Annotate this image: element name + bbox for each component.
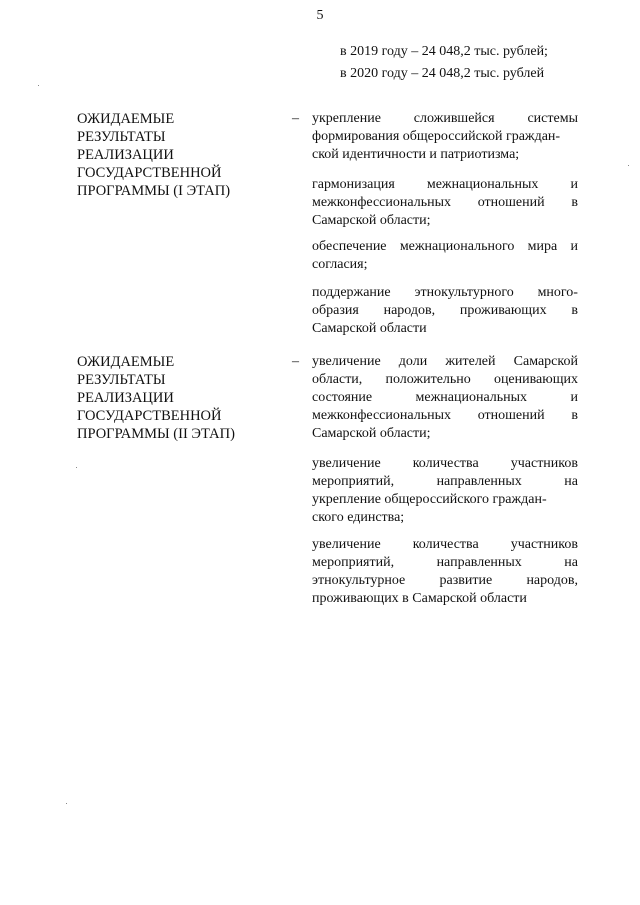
result-paragraph bbox=[312, 284, 578, 338]
section-title-line: РЕЗУЛЬТАТЫ bbox=[77, 372, 166, 388]
text-line: увеличение количества участников bbox=[312, 537, 578, 552]
text-line: укрепление сложившейся системы bbox=[312, 111, 578, 126]
text-line: межконфессиональных отношений в bbox=[312, 408, 578, 423]
text-line: гармонизация межнациональных и bbox=[312, 177, 578, 192]
section-title-line: ГОСУДАРСТВЕННОЙ bbox=[77, 408, 222, 424]
text-line: Самарской области bbox=[312, 321, 427, 336]
section-title-line: РЕЗУЛЬТАТЫ bbox=[77, 129, 166, 145]
text-line: области, положительно оценивающих bbox=[312, 372, 578, 387]
section-title-line: ОЖИДАЕМЫЕ bbox=[77, 354, 175, 370]
section-title-line: РЕАЛИЗАЦИИ bbox=[77, 147, 174, 163]
section-title-stage-2 bbox=[77, 353, 277, 443]
text-line: ского единства; bbox=[312, 510, 405, 525]
text-line: формирования общероссийской граждан- bbox=[312, 129, 561, 144]
result-paragraph bbox=[312, 238, 578, 274]
section-title-line: ОЖИДАЕМЫЕ bbox=[77, 111, 175, 127]
scan-speck bbox=[628, 165, 629, 166]
text-line: проживающих в Самарской области bbox=[312, 591, 527, 606]
section-title-line: ПРОГРАММЫ (I ЭТАП) bbox=[77, 183, 231, 199]
section-title-stage-1 bbox=[77, 110, 277, 200]
text-line: увеличение доли жителей Самарской bbox=[312, 354, 578, 369]
text-line: состояние межнациональных и bbox=[312, 390, 578, 405]
text-line: Самарской области; bbox=[312, 426, 431, 441]
text-line: образия народов, проживающих в bbox=[312, 303, 578, 318]
text-line: Самарской области; bbox=[312, 213, 431, 228]
text-line: этнокультурное развитие народов, bbox=[312, 573, 578, 588]
text-line: мероприятий, направленных на bbox=[312, 555, 578, 570]
scan-speck bbox=[66, 803, 67, 804]
result-paragraph bbox=[312, 176, 578, 230]
section-title-line: ГОСУДАРСТВЕННОЙ bbox=[77, 165, 222, 181]
dash-stage-2: – bbox=[292, 354, 299, 369]
scan-speck bbox=[76, 467, 77, 468]
section-title-line: РЕАЛИЗАЦИИ bbox=[77, 390, 174, 406]
result-paragraph bbox=[312, 110, 578, 164]
text-line: обеспечение межнационального мира и bbox=[312, 239, 578, 254]
text-line: укрепление общероссийского граждан- bbox=[312, 492, 547, 507]
scan-speck bbox=[38, 85, 39, 86]
funding-line-2020: в 2020 году – 24 048,2 тыс. рублей bbox=[340, 66, 545, 81]
text-line: увеличение количества участников bbox=[312, 456, 578, 471]
section-title-line: ПРОГРАММЫ (II ЭТАП) bbox=[77, 426, 235, 442]
result-paragraph bbox=[312, 536, 578, 608]
dash-stage-1: – bbox=[292, 111, 299, 126]
page-number: 5 bbox=[316, 8, 324, 23]
text-line: ской идентичности и патриотизма; bbox=[312, 147, 520, 162]
text-line: межконфессиональных отношений в bbox=[312, 195, 578, 210]
text-line: мероприятий, направленных на bbox=[312, 474, 578, 489]
result-paragraph bbox=[312, 353, 578, 443]
text-line: поддержание этнокультурного много- bbox=[312, 285, 578, 300]
text-line: согласия; bbox=[312, 257, 368, 272]
result-paragraph bbox=[312, 455, 578, 527]
funding-line-2019: в 2019 году – 24 048,2 тыс. рублей; bbox=[340, 44, 548, 59]
